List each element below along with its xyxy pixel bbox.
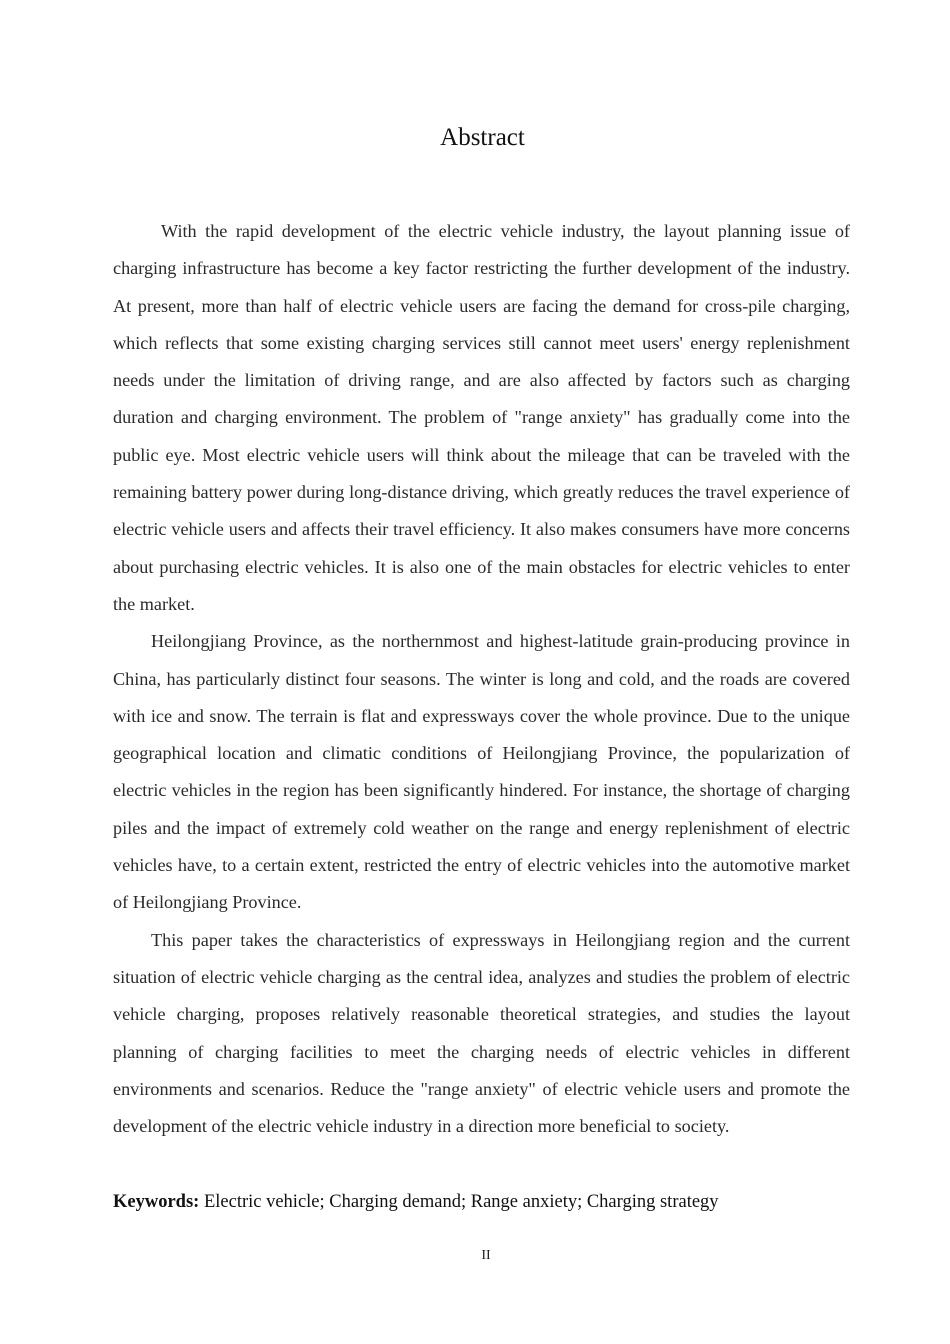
- abstract-paragraph-1: With the rapid development of the electric vehicle industry, the layout planning issue of charging infrastructure has become a key factor restricting the further development of the industry. At present, more than half of electric vehicle users are facing the demand for cross-pile charging, which reflects that some existing charging services still cannot meet users' energy replenishment needs under the limitation of driving range, and are also affected by factors such as charging duration and charging environment. The problem of "range anxiety" has gradually come into the public eye. Most electric vehicle users will think about the mileage that can be traveled with the remaining battery power during long-distance driving, which greatly reduces the travel experience of electric vehicle users and affects their travel efficiency. It also makes consumers have more concerns about purchasing electric vehicles. It is also one of the main obstacles for electric vehicles to enter the market.: [113, 221, 850, 614]
- keywords-line: [113, 1188, 850, 1216]
- keywords-label: Keywords:: [113, 1192, 200, 1212]
- abstract-paragraph-2: Heilongjiang Province, as the northernmost and highest-latitude grain-producing province in China, has particularly distinct four seasons. The winter is long and cold, and the roads are covered with ice and snow. The terrain is flat and expressways cover the whole province. Due to the unique geographical location and climatic conditions of Heilongjiang Province, the popularization of electric vehicles in the region has been significantly hindered. For instance, the shortage of charging piles and the impact of extremely cold weather on the range and energy replenishment of electric vehicles have, to a certain extent, restricted the entry of electric vehicles into the automotive market of Heilongjiang Province.: [113, 631, 850, 913]
- page-number: II: [481, 1248, 491, 1263]
- abstract-title: Abstract: [440, 124, 525, 151]
- keywords-text: Electric vehicle; Charging demand; Range anxiety; Charging strategy: [203, 1192, 719, 1212]
- abstract-paragraph-3: This paper takes the characteristics of expressways in Heilongjiang region and the current situation of electric vehicle charging as the central idea, analyzes and studies the problem of electric vehicle charging, proposes relatively reasonable theoretical strategies, and studies the layout planning of charging facilities to meet the charging needs of electric vehicles in different environments and scenarios. Reduce the "range anxiety" of electric vehicle users and promote the development of the electric vehicle industry in a direction more beneficial to society.: [113, 929, 850, 1137]
- abstract-body: [113, 213, 850, 1145]
